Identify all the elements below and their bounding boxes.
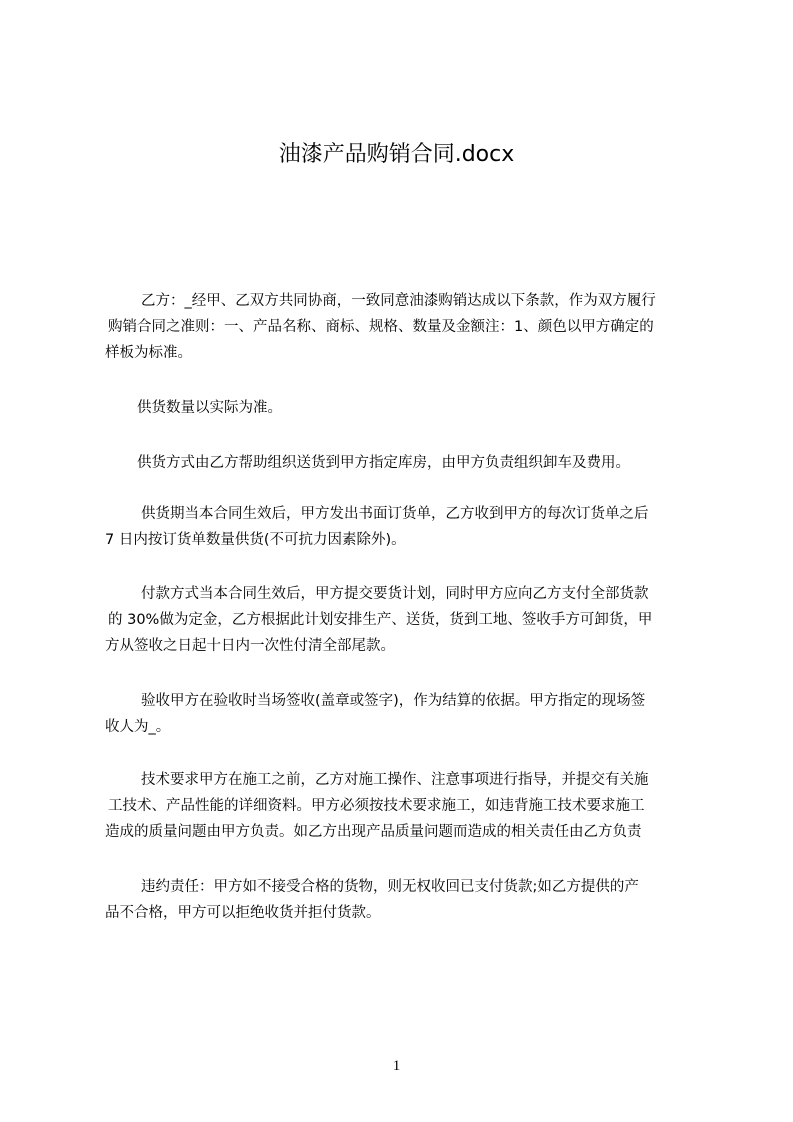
paragraph-line: 收人为_。 bbox=[105, 719, 171, 735]
paragraph-line: 7 日内按订货单数量供货(不可抗力因素除外)。 bbox=[105, 532, 406, 548]
paragraph-party-b-intro bbox=[105, 288, 717, 366]
paragraph-supply-quantity bbox=[105, 395, 717, 421]
paragraph-line: 付款方式当本合同生效后，甲方提交要货计划，同时甲方应向乙方支付全部货款 bbox=[141, 586, 649, 602]
document-title: 油漆产品购销合同.docx bbox=[278, 142, 515, 167]
paragraph-line: 工技术、产品性能的详细资料。甲方必须按技术要求施工，如违背施工技术要求施工 bbox=[108, 798, 645, 814]
paragraph-breach-liability bbox=[105, 874, 717, 926]
paragraph-line: 供货期当本合同生效后，甲方发出书面订货单，乙方收到甲方的每次订货单之后 bbox=[141, 506, 649, 522]
page-number: 1 bbox=[392, 1058, 401, 1074]
paragraph-line: 违约责任：甲方如不接受合格的货物，则无权收回已支付货款;如乙方提供的产 bbox=[141, 879, 639, 895]
paragraph-payment-method bbox=[105, 581, 717, 659]
paragraph-line: 造成的质量问题由甲方负责。如乙方出现产品质量问题而造成的相关责任由乙方负责 bbox=[105, 824, 642, 840]
paragraph-line: 样板为标准。 bbox=[105, 345, 192, 361]
paragraph-line: 验收甲方在验收时当场签收(盖章或签字)，作为结算的依据。甲方指定的现场签 bbox=[141, 693, 646, 709]
paragraph-technical-requirements bbox=[105, 767, 717, 845]
paragraph-line: 乙方：_经甲、乙双方共同协商，一致同意油漆购销达成以下条款，作为双方履行 bbox=[141, 293, 656, 309]
paragraph-line: 的 30%做为定金，乙方根据此计划安排生产、送货，货到工地、签收手方可卸货，甲 bbox=[108, 612, 653, 628]
paragraph-line: 品不合格，甲方可以拒绝收货并拒付货款。 bbox=[105, 905, 381, 921]
paragraph-supply-period bbox=[105, 501, 717, 553]
paragraph-supply-method bbox=[105, 450, 717, 476]
paragraph-line: 方从签收之日起十日内一次性付清全部尾款。 bbox=[105, 638, 395, 654]
paragraph-line: 供货方式由乙方帮助组织送货到甲方指定库房，由甲方负责组织卸车及费用。 bbox=[137, 455, 630, 471]
paragraph-line: 购销合同之准则：一、产品名称、商标、规格、数量及金额注：1、颜色以甲方确定的 bbox=[108, 319, 654, 335]
paragraph-acceptance bbox=[105, 688, 717, 740]
paragraph-line: 技术要求甲方在施工之前，乙方对施工操作、注意事项进行指导，并提交有关施 bbox=[141, 772, 649, 788]
paragraph-line: 供货数量以实际为准。 bbox=[137, 400, 282, 416]
